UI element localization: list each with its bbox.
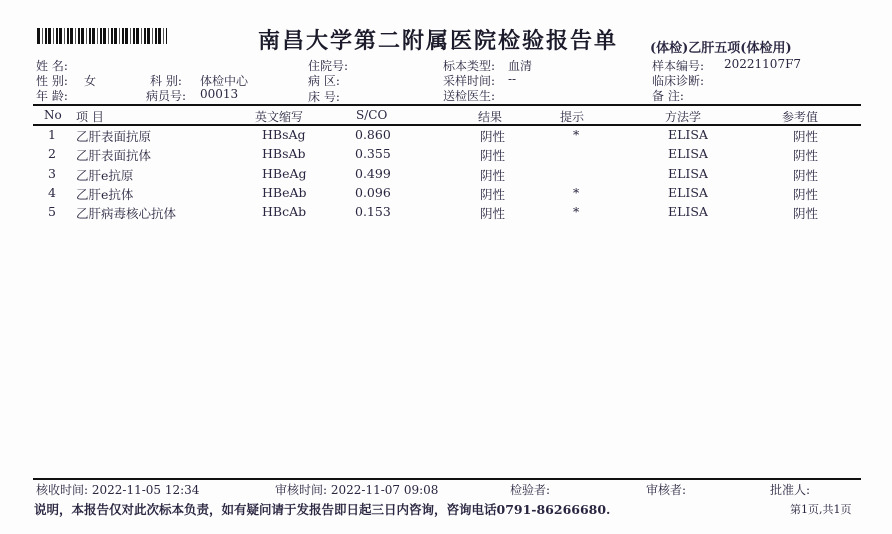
row-method: ELISA <box>668 165 708 181</box>
bed-label: 床 号: <box>308 90 340 104</box>
patient-no-label: 病员号: <box>146 89 187 103</box>
row-hint: * <box>573 127 580 142</box>
row-no: 4 <box>48 184 56 200</box>
row-item: 乙肝病毒核心抗体 <box>76 206 177 222</box>
row-no: 5 <box>48 204 56 220</box>
row-abbr: HBsAb <box>262 146 306 162</box>
row-ref: 阴性 <box>793 206 819 222</box>
row-item: 乙肝表面抗体 <box>76 148 152 164</box>
row-ref: 阴性 <box>793 186 819 202</box>
row-value: 0.096 <box>355 184 391 200</box>
specimen-label: 标本类型: <box>443 59 496 73</box>
row-value: 0.499 <box>355 165 391 181</box>
specimen-value: 血清 <box>508 59 533 73</box>
name-label: 姓 名: <box>36 59 68 73</box>
divider <box>33 104 861 106</box>
row-method: ELISA <box>668 184 708 200</box>
col-abbr: 英文缩写 <box>255 110 304 124</box>
row-result: 阴性 <box>480 206 506 222</box>
review-time: 审核时间: 2022-11-07 09:08 <box>275 483 439 497</box>
row-abbr: HBcAb <box>262 204 307 220</box>
sample-no-value: 20221107F7 <box>724 57 802 71</box>
ward-label: 病 区: <box>308 74 340 88</box>
row-no: 1 <box>48 127 56 142</box>
row-item: 乙肝e抗原 <box>76 167 134 183</box>
row-result: 阴性 <box>480 167 506 183</box>
row-abbr: HBsAg <box>262 127 306 142</box>
row-abbr: HBeAg <box>262 165 307 181</box>
divider <box>33 478 861 480</box>
sample-time-label: 采样时间: <box>443 74 496 88</box>
disclaimer-note: 说明，本报告仅对此次标本负责，如有疑问请于发报告即日起三日内咨询，咨询电话0791-86266680. <box>34 502 611 517</box>
row-abbr: HBeAb <box>262 184 307 200</box>
sample-no-label: 样本编号: <box>652 59 705 73</box>
dept-label: 科 别: <box>150 74 182 88</box>
receive-time: 核收时间: 2022-11-05 12:34 <box>36 483 200 497</box>
row-value: 0.355 <box>355 146 391 162</box>
age-label: 年 龄: <box>36 89 68 103</box>
approver-label: 批准人: <box>770 483 811 497</box>
reviewer-label: 审核者: <box>646 483 687 497</box>
col-no: No <box>44 108 62 122</box>
inpatient-label: 住院号: <box>308 59 349 73</box>
report-title: 南昌大学第二附属医院检验报告单 <box>258 28 619 54</box>
row-result: 阴性 <box>480 186 506 202</box>
tester-label: 检验者: <box>510 483 551 497</box>
col-ref: 参考值 <box>782 110 819 124</box>
row-value: 0.860 <box>355 127 391 142</box>
row-ref: 阴性 <box>793 129 819 144</box>
row-item: 乙肝表面抗原 <box>76 129 152 144</box>
row-hint: * <box>573 204 580 220</box>
row-value: 0.153 <box>355 204 391 220</box>
row-method: ELISA <box>668 127 708 142</box>
sex-value: 女 <box>84 74 97 88</box>
col-result: 结果 <box>478 110 503 124</box>
row-ref: 阴性 <box>793 148 819 164</box>
sample-time-value: -- <box>508 72 517 86</box>
row-method: ELISA <box>668 204 708 220</box>
row-item: 乙肝e抗体 <box>76 186 134 202</box>
patient-no-value: 00013 <box>200 87 239 101</box>
row-result: 阴性 <box>480 148 506 164</box>
row-ref: 阴性 <box>793 167 819 183</box>
row-no: 3 <box>48 165 56 181</box>
col-hint: 提示 <box>560 110 585 124</box>
divider <box>33 124 861 126</box>
page-indicator: 第1页,共1页 <box>790 503 852 516</box>
report-subtitle: (体检)乙肝五项(体检用) <box>650 41 792 56</box>
doctor-label: 送检医生: <box>443 89 496 103</box>
col-value: S/CO <box>356 108 388 122</box>
barcode <box>37 28 167 44</box>
row-hint: * <box>573 184 580 200</box>
diagnosis-label: 临床诊断: <box>652 74 705 88</box>
remark-label: 备 注: <box>652 89 684 103</box>
sex-label: 性 别: <box>36 74 68 88</box>
row-no: 2 <box>48 146 56 162</box>
col-method: 方法学 <box>665 110 702 124</box>
row-result: 阴性 <box>480 129 506 144</box>
dept-value: 体检中心 <box>200 74 249 88</box>
row-method: ELISA <box>668 146 708 162</box>
col-item: 项 目 <box>76 110 104 124</box>
